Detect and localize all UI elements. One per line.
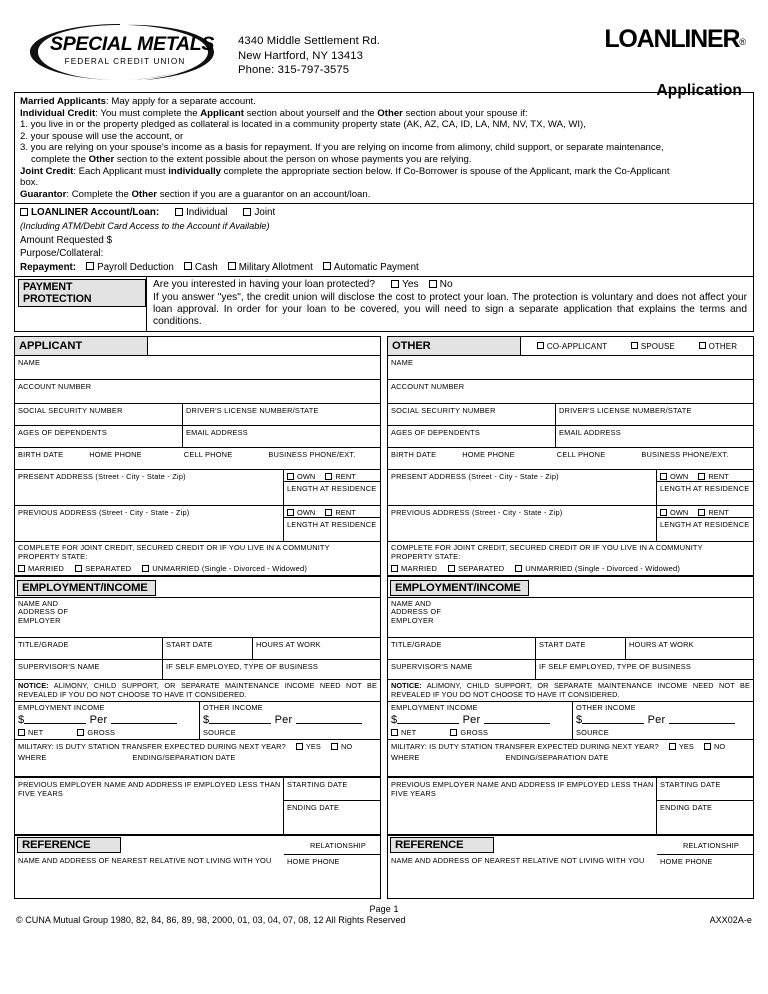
applicant-ssn-dl-row	[15, 404, 380, 426]
payment-protection-question-row: Are you interested in having your loan protected? Yes No	[153, 279, 453, 291]
other-reference-header	[388, 835, 753, 854]
payment-protection-text-cell	[147, 277, 753, 331]
other-email-field[interactable]: EMAIL ADDRESS	[559, 427, 621, 437]
applicant-header-blank	[148, 337, 380, 355]
page-number: Page 1	[369, 904, 399, 915]
applicant-account-number-field[interactable]: ACCOUNT NUMBER	[15, 380, 380, 404]
applicant-title-start-hours-row	[15, 638, 380, 660]
other-where-row[interactable]	[388, 751, 753, 776]
label-business-phone: BUSINESS PHONE/EXT.	[268, 449, 356, 459]
applicant-previous-address-field[interactable]: PREVIOUS ADDRESS (Street - City - State - Zip)	[15, 506, 284, 541]
other-marital-status-row: MARRIED SEPARATED UNMARRIED (Single - Divorced - Widowed)	[388, 561, 753, 575]
label-other-income: OTHER INCOME	[203, 703, 263, 713]
label-relationship: RELATIONSHIP	[682, 840, 739, 850]
checkbox-other[interactable]	[699, 342, 706, 349]
checkbox-married[interactable]	[18, 565, 25, 572]
checkbox-joint[interactable]	[243, 208, 251, 216]
checkbox-individual[interactable]	[175, 208, 183, 216]
applicant-income-source[interactable]: SOURCE	[203, 728, 236, 738]
applicant-ages-dependents-field[interactable]: AGES OF DEPENDENTS	[15, 426, 183, 447]
checkbox-military-yes[interactable]	[296, 743, 303, 750]
checkbox-military-yes[interactable]	[669, 743, 676, 750]
applicant-net-gross-row: NET GROSS	[15, 726, 199, 739]
credit-union-address	[238, 34, 380, 78]
checkbox-previous-own[interactable]	[287, 509, 294, 516]
applicant-other-income-cell	[200, 702, 380, 740]
joint-credit-note: COMPLETE FOR JOINT CREDIT, SECURED CREDIT OR IF YOU LIVE IN A COMMUNITY PROPERTY STATE:	[18, 543, 330, 561]
address-line-3: Phone: 315-797-3575	[238, 64, 350, 77]
credit-union-logo	[22, 22, 218, 82]
instruction-item-3-cont: complete the Other section to the extent possible about the person on whose payments you are relying.	[31, 153, 472, 165]
reference-chip: REFERENCE	[390, 837, 494, 853]
other-starting-date[interactable]: STARTING DATE	[660, 780, 721, 790]
other-name-field[interactable]: NAME	[388, 356, 753, 380]
address-line-1: 4340 Middle Settlement Rd.	[238, 35, 381, 47]
checkbox-married[interactable]	[391, 565, 398, 572]
label-ending-separation-date: ENDING/SEPARATION DATE	[132, 753, 236, 763]
other-type-checkboxes	[521, 337, 753, 355]
other-employment-header	[388, 576, 753, 598]
checkbox-other-wrap[interactable]: OTHER	[699, 342, 738, 351]
other-net-gross-row: NET GROSS	[388, 726, 572, 739]
label-cell-phone: CELL PHONE	[183, 449, 233, 459]
footer-line	[14, 915, 754, 925]
instructions-and-loan-frame	[14, 92, 754, 332]
applicant-employment-income-cell	[15, 702, 200, 740]
other-income-notice: NOTICE: ALIMONY, CHILD SUPPORT, OR SEPARATE MAINTENANCE INCOME NEED NOT BE REVEALED IF YOU DO NOT CHOOSE TO HAVE IT CONSIDERED.	[388, 680, 753, 702]
checkbox-military-no[interactable]	[704, 743, 711, 750]
other-previous-employer-field[interactable]: PREVIOUS EMPLOYER NAME AND ADDRESS IF EMPLOYED LESS THAN FIVE YEARS	[388, 778, 657, 834]
other-present-length-residence[interactable]: LENGTH AT RESIDENCE	[660, 483, 750, 493]
other-present-ownrent-cell	[657, 470, 753, 505]
checkbox-unmarried[interactable]	[142, 565, 149, 572]
applicant-previous-own-rent: OWN RENT	[284, 506, 380, 518]
label-employment-income: EMPLOYMENT INCOME	[18, 703, 105, 713]
checkbox-previous-rent[interactable]	[325, 509, 332, 516]
other-income-amount[interactable]: $ Per	[573, 712, 753, 726]
copyright-notice: © CUNA Mutual Group 1980, 82, 84, 86, 89, 98, 2000, 01, 03, 04, 07, 08, 12 All Rights Reserved	[16, 915, 406, 926]
other-previous-employer-row	[388, 777, 753, 835]
checkbox-military-no[interactable]	[331, 743, 338, 750]
label-other-income: OTHER INCOME	[576, 703, 636, 713]
label-home-phone: HOME PHONE	[462, 449, 515, 459]
atm-access-note: (Including ATM/Debit Card Access to the Account if Available)	[20, 220, 270, 231]
page-footer	[14, 904, 754, 934]
other-income-amount[interactable]: $ Per	[200, 712, 380, 726]
applicant-military-question: MILITARY: IS DUTY STATION TRANSFER EXPECTED DURING NEXT YEAR? YES NO	[18, 742, 353, 752]
employment-income-amount[interactable]: $ Per	[15, 712, 199, 726]
checkbox-gross[interactable]	[450, 729, 457, 736]
checkbox-cash[interactable]	[184, 262, 192, 270]
label-business-phone: BUSINESS PHONE/EXT.	[641, 449, 729, 459]
other-reference-body	[388, 854, 753, 898]
applicant-title-grade-field[interactable]: TITLE/GRADE	[15, 638, 163, 659]
label-home-phone: HOME PHONE	[89, 449, 142, 459]
logo-sub-text: FEDERAL CREDIT UNION	[64, 57, 186, 66]
other-supervisor-field[interactable]: SUPERVISOR'S NAME	[388, 660, 536, 679]
other-previous-address-row	[388, 506, 753, 542]
applicant-present-own-rent: OWN RENT	[284, 470, 380, 482]
applicant-military-block	[15, 740, 380, 777]
address-line-2: New Hartford, NY 13413	[238, 49, 364, 62]
label-employment-income: EMPLOYMENT INCOME	[391, 703, 478, 713]
checkbox-net[interactable]	[18, 729, 25, 736]
checkbox-spouse[interactable]	[631, 342, 638, 349]
applicant-previous-address-row	[15, 506, 380, 542]
joint-credit-note: COMPLETE FOR JOINT CREDIT, SECURED CREDIT OR IF YOU LIVE IN A COMMUNITY PROPERTY STATE:	[391, 543, 703, 561]
applicant-email-field[interactable]: EMAIL ADDRESS	[186, 427, 248, 437]
checkbox-present-rent[interactable]	[325, 473, 332, 480]
payment-protection-body: If you answer "yes", the credit union will disclose the cost to protect your loan. The protection is voluntary and does not affect your loan approval. In order for your loan to be covered, you will need to sign a separate application that explains the terms and conditions.	[153, 291, 747, 327]
checkbox-automatic-payment[interactable]	[323, 262, 331, 270]
checkbox-loanliner-account[interactable]	[20, 208, 28, 216]
checkbox-separated[interactable]	[75, 565, 82, 572]
other-military-block	[388, 740, 753, 777]
checkbox-protection-yes[interactable]	[391, 280, 399, 288]
label-where: WHERE	[18, 753, 47, 763]
applicant-phones-row[interactable]	[15, 448, 380, 470]
loanliner-account-row: LOANLINER Account/Loan: Individual Joint	[20, 206, 748, 220]
other-previous-address-field[interactable]: PREVIOUS ADDRESS (Street - City - State - Zip)	[388, 506, 657, 541]
applicant-present-ownrent-cell	[284, 470, 380, 505]
employment-income-chip: EMPLOYMENT/INCOME	[390, 580, 529, 596]
applicant-header-row	[15, 337, 380, 356]
other-self-employed-field[interactable]: IF SELF EMPLOYED, TYPE OF BUSINESS	[539, 661, 692, 671]
other-nearest-relative-field[interactable]: NAME AND ADDRESS OF NEAREST RELATIVE NOT LIVING WITH YOU	[391, 856, 645, 866]
applicant-present-address-field[interactable]: PRESENT ADDRESS (Street - City - State - Zip)	[15, 470, 284, 505]
applicant-previous-length-residence[interactable]: LENGTH AT RESIDENCE	[287, 519, 377, 529]
other-ssn-field[interactable]: SOCIAL SECURITY NUMBER	[388, 404, 556, 425]
applicant-name-field[interactable]: NAME	[15, 356, 380, 380]
other-phones-row[interactable]	[388, 448, 753, 470]
applicant-hours-at-work-field[interactable]: HOURS AT WORK	[256, 639, 321, 649]
applicant-supervisor-row	[15, 660, 380, 680]
other-supervisor-row	[388, 660, 753, 680]
checkbox-military-allotment[interactable]	[228, 262, 236, 270]
loanliner-brand-logo: LOANLINER®	[604, 25, 746, 53]
applicant-income-row	[15, 702, 380, 741]
applicant-present-address-row	[15, 470, 380, 506]
applicant-title-chip: APPLICANT	[15, 337, 148, 355]
checkbox-present-own[interactable]	[660, 473, 667, 480]
checkbox-separated[interactable]	[448, 565, 455, 572]
instruction-joint-credit-cont: box.	[20, 177, 39, 189]
instruction-joint-credit: Joint Credit: Each Applicant must individually complete the appropriate section below. If Co-Borrower is spouse of the Applicant, mark the Co-Applicant	[20, 165, 670, 177]
page-header	[14, 0, 754, 99]
other-column	[387, 336, 754, 899]
checkbox-co-applicant-wrap[interactable]: CO-APPLICANT	[537, 342, 607, 351]
amount-requested-row[interactable]: Amount Requested $	[20, 234, 113, 246]
other-present-address-row	[388, 470, 753, 506]
other-header-row	[388, 337, 753, 356]
checkbox-payroll-deduction[interactable]	[86, 262, 94, 270]
other-drivers-license-field[interactable]: DRIVER'S LICENSE NUMBER/STATE	[559, 405, 692, 415]
checkbox-co-applicant[interactable]	[537, 342, 544, 349]
payment-protection-label-cell	[15, 277, 147, 331]
other-previous-ownrent-cell	[657, 506, 753, 541]
instruction-guarantor: Guarantor: Complete the Other section if you are a guarantor on an account/loan.	[20, 188, 371, 200]
applicant-where-row[interactable]	[15, 751, 380, 776]
checkbox-previous-rent[interactable]	[698, 509, 705, 516]
checkbox-present-rent[interactable]	[698, 473, 705, 480]
other-title-start-hours-row	[388, 638, 753, 660]
checkbox-protection-no[interactable]	[429, 280, 437, 288]
purpose-collateral-row[interactable]: Purpose/Collateral:	[20, 248, 104, 260]
applicant-starting-date[interactable]: STARTING DATE	[287, 780, 348, 790]
other-other-income-cell	[573, 702, 753, 740]
checkbox-net[interactable]	[391, 729, 398, 736]
applicant-previous-employer-field[interactable]: PREVIOUS EMPLOYER NAME AND ADDRESS IF EMPLOYED LESS THAN FIVE YEARS	[15, 778, 284, 834]
applicant-ending-date[interactable]: ENDING DATE	[284, 800, 380, 812]
other-military-question: MILITARY: IS DUTY STATION TRANSFER EXPECTED DURING NEXT YEAR? YES NO	[391, 742, 726, 752]
applicant-ssn-field[interactable]: SOCIAL SECURITY NUMBER	[15, 404, 183, 425]
other-title-chip: OTHER	[388, 337, 521, 355]
other-reference-home-phone[interactable]: HOME PHONE	[657, 854, 753, 898]
applicant-marital-status-row: MARRIED SEPARATED UNMARRIED (Single - Divorced - Widowed)	[15, 561, 380, 575]
applicant-joint-credit-block	[15, 542, 380, 576]
instructions-block	[15, 93, 753, 203]
other-previous-length-residence[interactable]: LENGTH AT RESIDENCE	[660, 519, 750, 529]
applicant-drivers-license-field[interactable]: DRIVER'S LICENSE NUMBER/STATE	[186, 405, 319, 415]
other-employer-field[interactable]: NAME AND ADDRESS OF EMPLOYER	[388, 598, 753, 638]
other-ending-date[interactable]: ENDING DATE	[657, 800, 753, 812]
other-income-source[interactable]: SOURCE	[576, 728, 609, 738]
reference-chip: REFERENCE	[17, 837, 121, 853]
other-hours-at-work-field[interactable]: HOURS AT WORK	[629, 639, 694, 649]
employment-income-chip: EMPLOYMENT/INCOME	[17, 580, 156, 596]
checkbox-spouse-wrap[interactable]: SPOUSE	[631, 342, 675, 351]
other-prev-employer-dates-cell	[657, 778, 753, 834]
other-present-address-field[interactable]: PRESENT ADDRESS (Street - City - State - Zip)	[388, 470, 657, 505]
applicant-reference-header	[15, 835, 380, 854]
label-birth-date: BIRTH DATE	[391, 449, 437, 459]
registered-trademark-icon: ®	[739, 37, 746, 47]
loan-selection-block	[15, 203, 753, 276]
employment-income-amount[interactable]: $ Per	[388, 712, 572, 726]
other-employment-income-cell	[388, 702, 573, 740]
other-joint-credit-block	[388, 542, 753, 576]
checkbox-previous-own[interactable]	[660, 509, 667, 516]
other-ages-dependents-field[interactable]: AGES OF DEPENDENTS	[388, 426, 556, 447]
applicant-self-employed-field[interactable]: IF SELF EMPLOYED, TYPE OF BUSINESS	[166, 661, 319, 671]
applicant-reference-body	[15, 854, 380, 898]
applicant-employment-header	[15, 576, 380, 598]
other-account-number-field[interactable]: ACCOUNT NUMBER	[388, 380, 753, 404]
label-birth-date: BIRTH DATE	[18, 449, 64, 459]
checkbox-gross[interactable]	[77, 729, 84, 736]
applicant-reference-home-phone[interactable]: HOME PHONE	[284, 854, 380, 898]
other-start-date-field[interactable]: START DATE	[536, 638, 626, 659]
other-ssn-dl-row	[388, 404, 753, 426]
logo-main-text: SPECIAL METALS	[50, 33, 215, 55]
other-previous-own-rent: OWN RENT	[657, 506, 753, 518]
other-present-own-rent: OWN RENT	[657, 470, 753, 482]
page-title: Application	[656, 82, 742, 99]
instruction-individual-credit: Individual Credit: You must complete the Applicant section about yourself and the Other section about your spouse if:	[20, 107, 528, 119]
other-dependents-email-row	[388, 426, 753, 448]
applicant-previous-ownrent-cell	[284, 506, 380, 541]
applicant-start-date-field[interactable]: START DATE	[163, 638, 253, 659]
payment-protection-badge: PAYMENT PROTECTION	[18, 279, 146, 307]
applicant-column	[14, 336, 381, 899]
repayment-row: Repayment: Payroll Deduction Cash Military Allotment Automatic Payment	[20, 261, 419, 273]
instruction-married: Married Applicants: May apply for a separate account.	[20, 96, 256, 107]
other-title-grade-field[interactable]: TITLE/GRADE	[388, 638, 536, 659]
form-code: AXX02A-e	[709, 915, 752, 926]
label-where: WHERE	[391, 753, 420, 763]
applicant-income-notice: NOTICE: ALIMONY, CHILD SUPPORT, OR SEPARATE MAINTENANCE INCOME NEED NOT BE REVEALED IF YOU DO NOT CHOOSE TO HAVE IT CONSIDERED.	[15, 680, 380, 702]
checkbox-present-own[interactable]	[287, 473, 294, 480]
instruction-item-3: 3. you are relying on your spouse's income as a basis for repayment. If you are relying on income from alimony, child support, or separate maintenance,	[20, 142, 664, 154]
applicant-nearest-relative-field[interactable]: NAME AND ADDRESS OF NEAREST RELATIVE NOT LIVING WITH YOU	[18, 856, 272, 866]
label-cell-phone: CELL PHONE	[556, 449, 606, 459]
label-ending-separation-date: ENDING/SEPARATION DATE	[505, 753, 609, 763]
applicant-prev-employer-dates-cell	[284, 778, 380, 834]
applicant-present-length-residence[interactable]: LENGTH AT RESIDENCE	[287, 483, 377, 493]
applicant-dependents-email-row	[15, 426, 380, 448]
payment-protection-section	[15, 276, 753, 331]
instruction-item-1: 1. you live in or the property pledged as collateral is located in a community property state (AK, AZ, CA, ID, LA, NM, NV, TX, WA, WI),	[20, 119, 586, 131]
applicant-previous-employer-row	[15, 777, 380, 835]
applicant-supervisor-field[interactable]: SUPERVISOR'S NAME	[15, 660, 163, 679]
applicant-other-columns	[14, 336, 754, 899]
other-income-row	[388, 702, 753, 741]
applicant-employer-field[interactable]: NAME AND ADDRESS OF EMPLOYER	[15, 598, 380, 638]
instruction-item-2: 2. your spouse will use the account, or	[20, 130, 184, 142]
label-relationship: RELATIONSHIP	[309, 840, 366, 850]
checkbox-unmarried[interactable]	[515, 565, 522, 572]
